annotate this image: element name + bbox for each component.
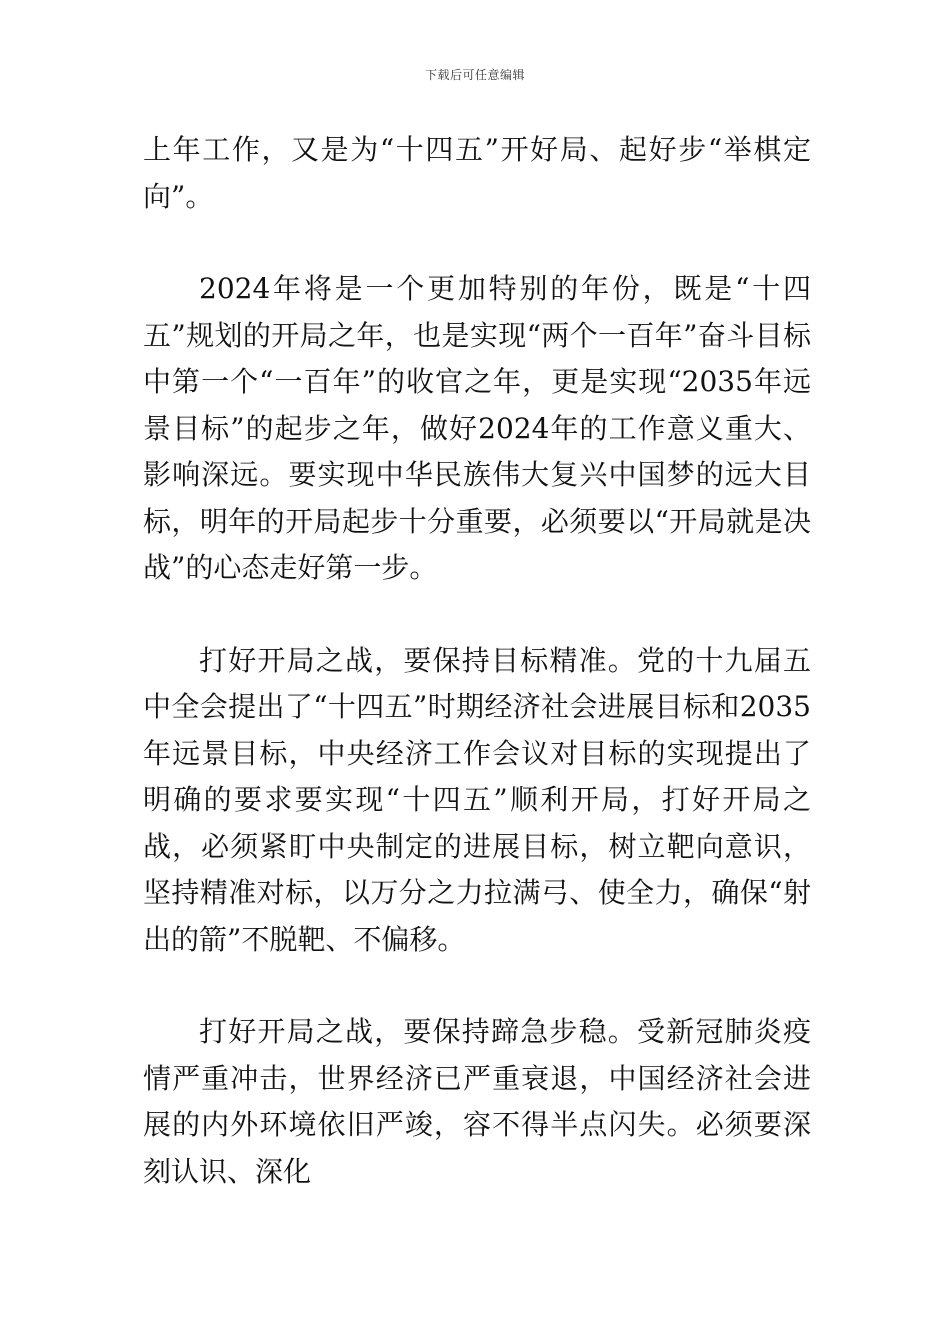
paragraph-target-precision: 打好开局之战，要保持目标精准。党的十九届五中全会提出了“十四五”时期经济社会进展目标和2035年远景目标，中央经济工作会议对目标的实现提出了明确的要求要实现“十四五”顺利开局，打好开局之战，必须紧盯中央制定的进展目标，树立靶向意识，坚持精准对标，以万分之力拉满弓、使全力，确保“射出的箭”不脱靶、不偏移。 [143, 643, 811, 956]
paragraph-continued: 上年工作，又是为“十四五”开好局、起好步“举棋定向”。 [143, 133, 811, 213]
page-header-note: 下载后可任意编辑 [424, 68, 525, 82]
paragraph-steady-steps: 打好开局之战，要保持蹄急步稳。受新冠肺炎疫情严重冲击，世界经济已严重衰退，中国经济社会进展的内外环境依旧严竣，容不得半点闪失。必须要深刻认识、深化 [143, 1015, 811, 1188]
paragraph-2024-year: 2024年将是一个更加特别的年份，既是“十四五”规划的开局之年，也是实现“两个一百年”奋斗目标中第一个“一百年”的收官之年，更是实现“2035年远景目标”的起步之年，做好2024年的工作意义重大、影响深远。要实现中华民族伟大复兴中国梦的远大目标，明年的开局起步十分重要，必须要以“开局就是决战”的心态走好第一步。 [143, 272, 811, 584]
document-body [143, 127, 811, 1195]
